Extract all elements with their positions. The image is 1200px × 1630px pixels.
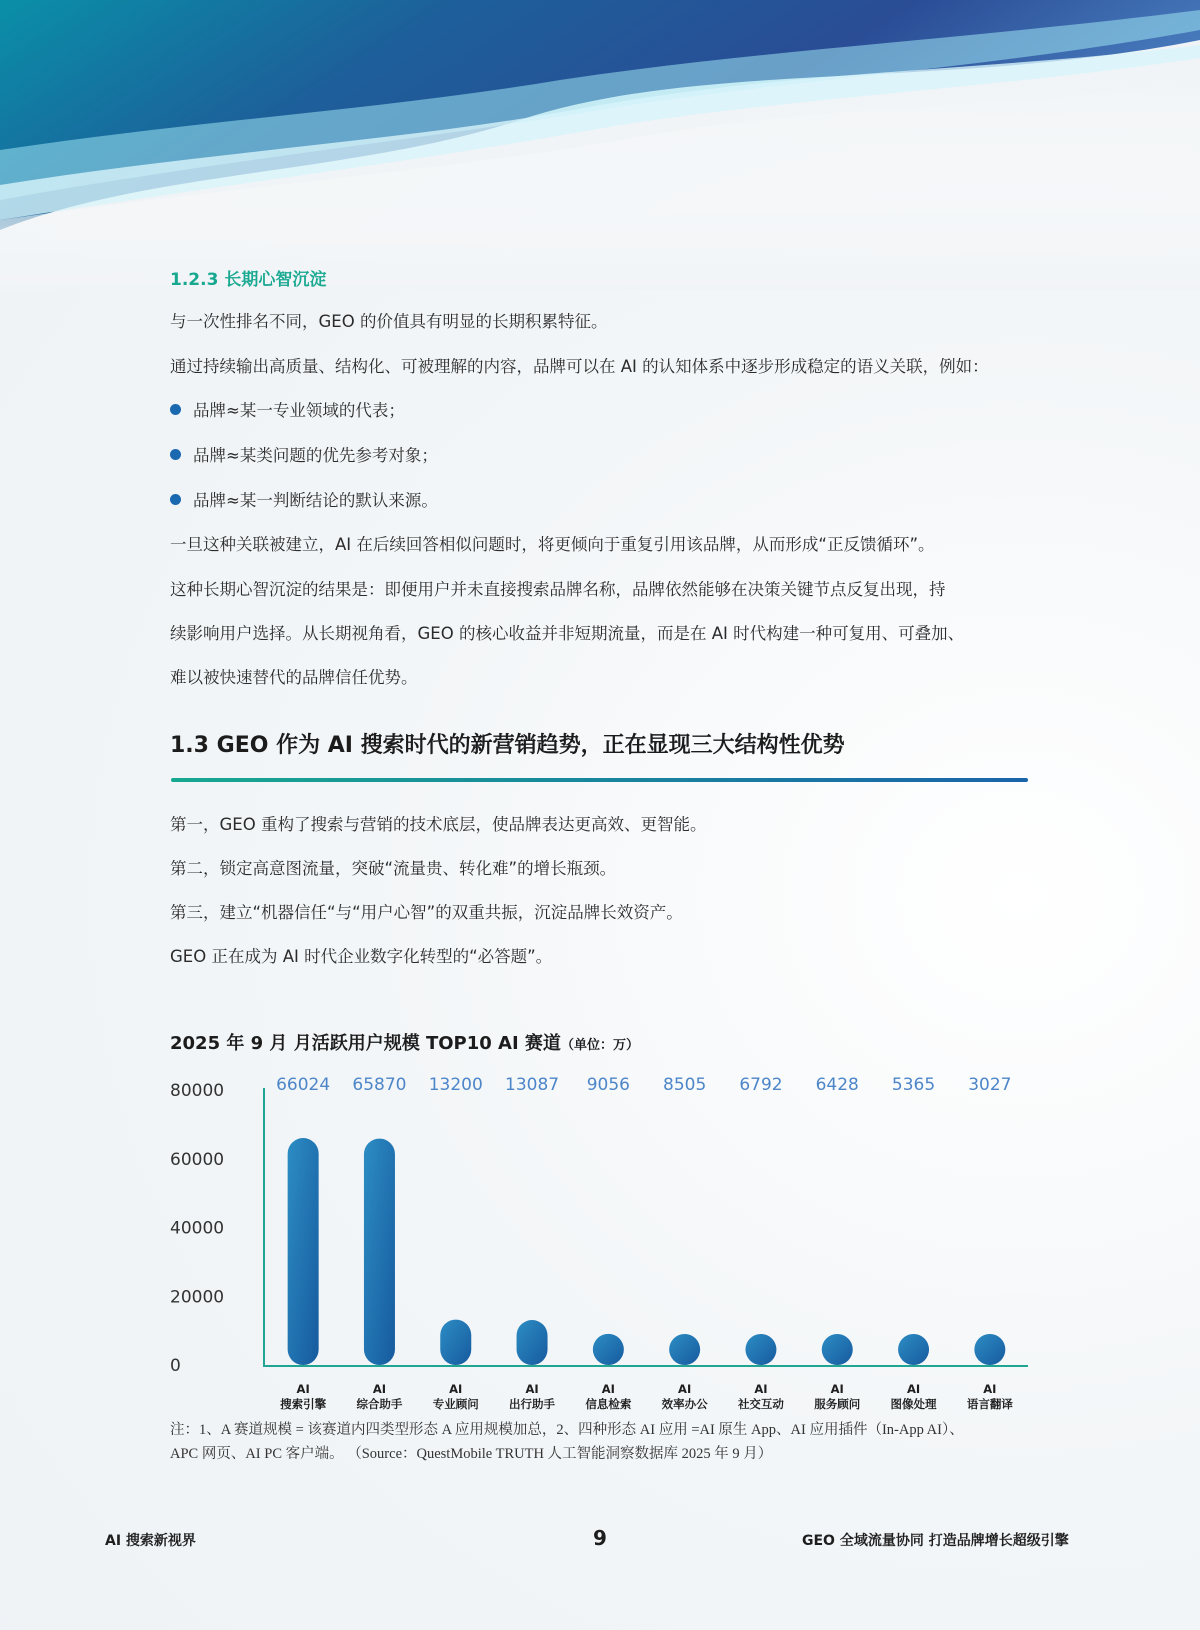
paragraph-2: 通过持续输出高质量、结构化、可被理解的内容，品牌可以在 AI 的认知体系中逐步形成稳定的语义关联，例如： [170,357,989,376]
x-category-label: AI [296,1382,310,1396]
y-tick-label: 20000 [170,1287,225,1308]
bullet-item: 品牌≈某类问题的优先参考对象； [170,442,438,466]
x-category-label: 专业顾问 [432,1397,479,1411]
footer-right-title: GEO 全域流量协同 打造品牌增长超级引擎 [802,1533,1069,1549]
paragraph-4-line: 续影响用户选择。从长期视角看，GEO 的核心收益并非短期流量，而是在 AI 时代构建一种可复用、可叠加、 [170,624,965,643]
bar [898,1334,929,1365]
bar [822,1334,853,1365]
bar-value-label: 9056 [586,1075,630,1095]
bar [974,1334,1005,1365]
y-tick-label: 60000 [170,1149,225,1170]
footnote-line: APC 网页、AI PC 客户端。 （Source：QuestMobile TRUTH 人工智能洞察数据库 2025 年 9 月） [170,1446,773,1462]
x-category-label: 效率办公 [661,1397,708,1411]
bar-value-label: 13087 [505,1075,560,1095]
bar [669,1334,700,1365]
chart-title: 2025 年 9 月 月活跃用户规模 TOP10 AI 赛道（单位：万） [170,1033,639,1054]
x-category-label: AI [678,1382,692,1396]
bar [288,1138,319,1365]
x-category-label: AI [906,1382,921,1396]
y-tick-label: 80000 [170,1081,225,1101]
section-title: 1.3 GEO 作为 AI 搜索时代的新营销趋势，正在显现三大结构性优势 [170,733,845,758]
bar-value-label: 65870 [352,1075,407,1095]
bar-value-label: 66024 [276,1075,331,1095]
section-point: 第二，锁定高意图流量，突破“流量贵、转化难”的增长瓶颈。 [170,859,617,878]
chart-unit: （单位：万） [560,1038,639,1053]
x-category-label: 社交互动 [737,1397,784,1411]
x-category-label: AI [983,1382,997,1396]
header-banner-graphic [0,0,1200,290]
bullet-item: 品牌≈某一专业领域的代表； [170,397,405,421]
bar-value-label: 6792 [739,1075,783,1095]
footnote-line: 注：1、A 赛道规模 = 该赛道内四类型形态 A 应用规模加总，2、四种形态 AI 应用 =AI 原生 App、AI 应用插件（In-App AI）、 [170,1422,964,1438]
x-category-label: 综合助手 [356,1397,403,1411]
x-category-label: 图像处理 [890,1397,937,1411]
bullet-dot-icon [170,494,181,505]
page-number: 9 [593,1526,607,1550]
bar [593,1334,624,1365]
bar-value-label: 13200 [428,1075,483,1095]
footer-left-title: AI 搜索新视界 [105,1533,196,1549]
x-category-label: AI [449,1382,463,1396]
bar-value-label: 6428 [815,1075,859,1095]
bar-value-label: 8505 [663,1075,707,1095]
subsection-title: 1.2.3 长期心智沉淀 [170,270,327,290]
y-tick-label: 40000 [170,1218,225,1239]
x-category-label: 搜索引擎 [280,1397,327,1411]
bar-chart [160,1060,1040,1420]
bar-value-label: 5365 [891,1075,936,1095]
x-category-label: AI [372,1382,387,1396]
y-tick-label: 0 [170,1356,181,1376]
bar [517,1320,548,1365]
section-point: GEO 正在成为 AI 时代企业数字化转型的“必答题”。 [170,947,553,966]
bar [745,1334,776,1365]
x-category-label: 服务顾问 [814,1397,861,1411]
paragraph-3: 一旦这种关联被建立，AI 在后续回答相似问题时，将更倾向于重复引用该品牌，从而形成“正反馈循环”。 [170,535,935,554]
x-category-label: AI [830,1382,844,1396]
bar [364,1139,395,1365]
x-category-label: AI [754,1382,768,1396]
paragraph-4-line: 难以被快速替代的品牌信任优势。 [170,668,418,687]
paragraph-4-line: 这种长期心智沉淀的结果是：即便用户并未直接搜索品牌名称，品牌依然能够在决策关键节点反复出现，持 [170,580,946,599]
bar [440,1320,471,1365]
x-category-label: 语言翻译 [966,1397,1013,1411]
x-category-label: 出行助手 [509,1397,556,1411]
bar-value-label: 3027 [968,1075,1012,1095]
x-category-label: AI [601,1382,615,1396]
bullet-dot-icon [170,404,181,415]
x-category-label: 信息检索 [585,1397,632,1411]
bullet-item: 品牌≈某一判断结论的默认来源。 [170,487,438,511]
section-divider [171,778,1028,782]
bullet-dot-icon [170,449,181,460]
x-category-label: AI [525,1382,539,1396]
paragraph-1: 与一次性排名不同，GEO 的价值具有明显的长期积累特征。 [170,312,608,331]
section-point: 第三，建立“机器信任“与“用户心智”的双重共振，沉淀品牌长效资产。 [170,903,683,922]
section-point: 第一，GEO 重构了搜索与营销的技术底层，使品牌表达更高效、更智能。 [170,815,707,834]
